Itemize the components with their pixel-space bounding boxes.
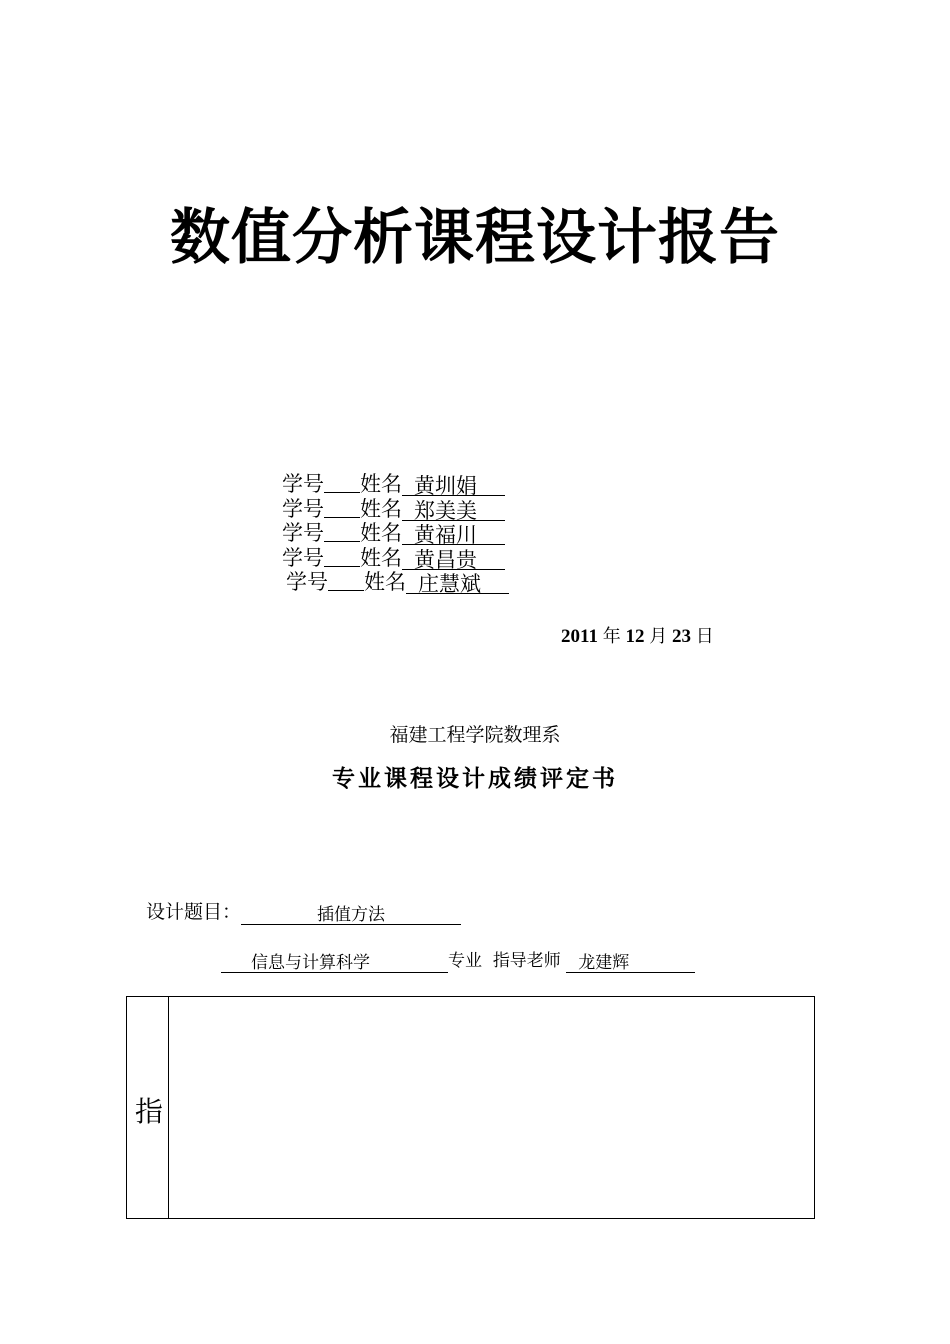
member-row: [282, 472, 582, 497]
name-label: 姓名: [360, 545, 402, 570]
member-list: [282, 472, 582, 595]
student-id-blank: [324, 498, 360, 518]
date-month-unit: 月: [649, 626, 668, 647]
student-id-label: 学号: [286, 570, 328, 594]
table-side-label: 指: [135, 1095, 164, 1128]
name-label: 姓名: [360, 496, 402, 521]
teacher-name: 龙建辉: [566, 952, 695, 973]
student-id-blank: [324, 522, 360, 542]
student-name: 黄圳娟: [402, 476, 505, 496]
evaluation-table: [126, 996, 815, 1219]
design-topic: [146, 897, 461, 925]
evaluation-title: 专业课程设计成绩评定书: [332, 765, 618, 792]
teacher-label: 指导老师: [492, 951, 561, 971]
major-teacher-line: [221, 946, 695, 973]
major-suffix: 专业: [448, 951, 482, 971]
member-row: [282, 497, 582, 522]
major-value: 信息与计算科学: [221, 952, 448, 973]
student-id-label: 学号: [282, 472, 324, 496]
member-row: [282, 570, 582, 595]
student-name: 庄慧斌: [406, 574, 509, 594]
name-label: 姓名: [360, 521, 402, 545]
member-row: [282, 521, 582, 546]
department-name: 福建工程学院数理系: [389, 724, 561, 746]
topic-label: 设计题目：: [146, 901, 242, 923]
topic-value: 插值方法: [241, 904, 461, 925]
report-title: 数值分析课程设计报告: [170, 203, 780, 273]
student-id-blank: [328, 571, 364, 591]
member-row: [282, 546, 582, 571]
name-label: 姓名: [360, 472, 402, 496]
date-day: 23: [671, 626, 691, 647]
name-label: 姓名: [364, 570, 406, 594]
date-year: 2011: [561, 626, 598, 647]
report-date: [561, 622, 714, 648]
table-label-cell: [127, 997, 169, 1218]
student-id-label: 学号: [282, 496, 324, 521]
student-name: 黄昌贵: [402, 550, 505, 570]
student-id-label: 学号: [282, 545, 324, 570]
student-id-blank: [324, 473, 360, 493]
date-day-unit: 日: [695, 626, 714, 647]
date-year-unit: 年: [602, 626, 621, 647]
table-content-cell: [169, 997, 814, 1218]
student-id-label: 学号: [282, 521, 324, 545]
date-month: 12: [625, 626, 645, 647]
student-name: 郑美美: [402, 501, 505, 521]
student-id-blank: [324, 547, 360, 567]
student-name: 黄福川: [402, 525, 505, 545]
